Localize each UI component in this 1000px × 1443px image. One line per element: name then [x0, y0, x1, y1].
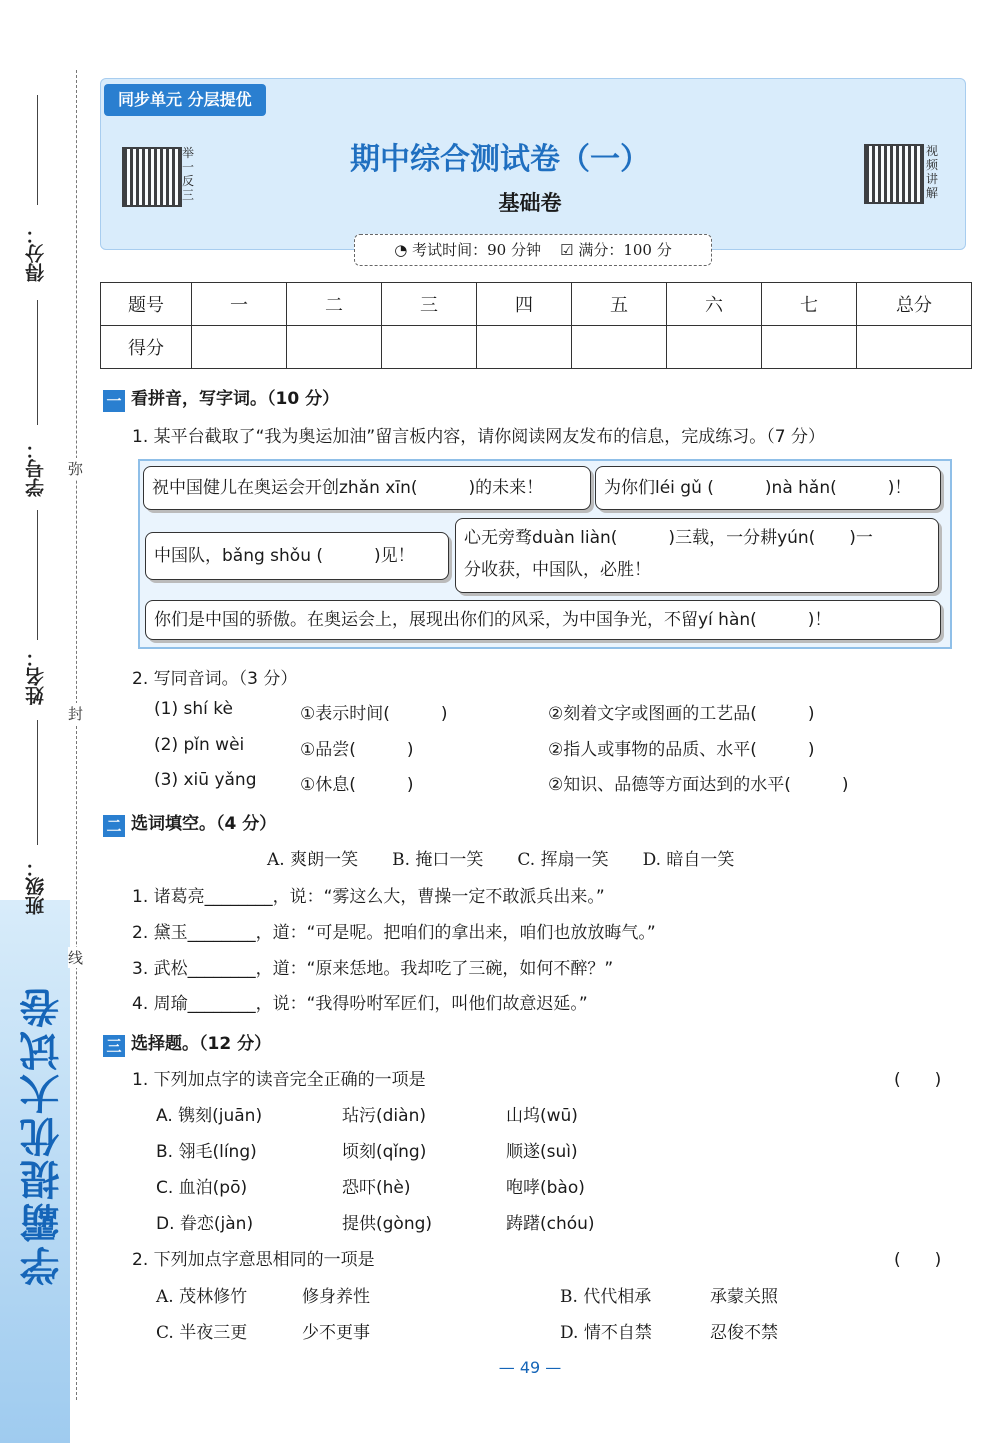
score-cell[interactable] [287, 326, 382, 369]
score-cell[interactable] [572, 326, 667, 369]
q1-option-c-1: C. 血泊(pō) [156, 1178, 248, 1198]
q2-option-c-2: 少不更事 [302, 1323, 370, 1343]
choice-question-1: 1. 下列加点字的读音完全正确的一项是 [132, 1070, 426, 1090]
score-header: 四 [477, 283, 572, 326]
message-box-4-line-1: 心无旁骛duàn liàn( )三载，一分耕yún( )一 [464, 528, 873, 548]
homophone-2-a: ①品尝( ) [300, 740, 414, 760]
section-2-heading [103, 809, 276, 837]
unit-tag: 同步单元 分层提优 [104, 84, 266, 116]
exam-info [354, 234, 712, 266]
qr-left-label: 举一反三 [182, 146, 195, 202]
fill-item-2: 2. 黛玉________，道：“可是呢。把咱们的拿出来，咱们也放放晦气。” [132, 923, 656, 943]
score-header: 总分 [857, 283, 972, 326]
homophone-3-b: ②知识、品德等方面达到的水平( ) [548, 775, 849, 795]
section-1-number: 一 [103, 390, 125, 412]
cut-char-xian: 线 [68, 949, 84, 967]
q2-option-c-1: C. 半夜三更 [156, 1323, 248, 1343]
choice-question-2: 2. 下列加点字意思相同的一项是 [132, 1250, 375, 1270]
cut-char-feng: 封 [68, 705, 84, 723]
score-cell[interactable] [382, 326, 477, 369]
score-header: 一 [192, 283, 287, 326]
score-header: 五 [572, 283, 667, 326]
section-1-title: 看拼音，写字词。（10 分） [131, 389, 340, 409]
score-cell[interactable] [857, 326, 972, 369]
q1-option-c-3: 咆哮(bào) [506, 1178, 585, 1198]
score-header: 三 [382, 283, 477, 326]
message-box-4-line-2: 分收获，中国队，必胜！ [464, 560, 651, 580]
message-box-3: 中国队，bǎng shǒu ( )见！ [145, 532, 449, 580]
q1-option-b-2: 顷刻(qǐng) [342, 1142, 427, 1162]
question-1-1: 1. 某平台截取了“我为奥运加油”留言板内容，请你阅读网友发布的信息，完成练习。（7 分） [132, 427, 825, 447]
label-class: 班级： [25, 858, 47, 915]
fill-item-1: 1. 诸葛亮________，说：“雾这么大，曹操一定不敢派兵出来。” [132, 887, 605, 907]
seal-line [76, 70, 77, 1400]
q2-option-a-2: 修身养性 [302, 1287, 370, 1307]
q2-option-b-2: 承蒙关照 [710, 1287, 778, 1307]
score-cell[interactable] [477, 326, 572, 369]
brand-logo-text: 学霸提优大试卷 [20, 985, 66, 1286]
score-header: 六 [667, 283, 762, 326]
q2-option-d-2: 忍俊不禁 [710, 1323, 778, 1343]
section-2-title: 选词填空。（4 分） [131, 814, 277, 834]
score-cell[interactable] [762, 326, 857, 369]
q2-option-d-1: D. 情不自禁 [560, 1323, 652, 1343]
page-number: — 49 — [498, 1358, 562, 1377]
message-box-2: 为你们léi gǔ ( )nà hǎn( )！ [595, 466, 941, 510]
full-score: 满分：100 分 [578, 241, 672, 259]
homophone-3-pinyin: (3) xiū yǎng [154, 770, 257, 790]
label-student-id: 学号： [25, 440, 47, 497]
score-cell[interactable] [667, 326, 762, 369]
q1-option-d-1: D. 眷恋(jàn) [156, 1214, 254, 1234]
section-1-heading [103, 384, 339, 412]
word-options: A. 爽朗一笑 B. 掩口一笑 C. 挥扇一笑 D. 暗自一笑 [267, 850, 735, 870]
label-name: 姓名： [25, 648, 47, 705]
score-cell[interactable] [192, 326, 287, 369]
score-header: 二 [287, 283, 382, 326]
section-3-title: 选择题。（12 分） [131, 1034, 272, 1054]
fill-item-3: 3. 武松________，道：“原来恁地。我却吃了三碗，如何不醉？” [132, 959, 614, 979]
q2-option-a-1: A. 茂林修竹 [156, 1287, 248, 1307]
section-2-number: 二 [103, 815, 125, 837]
clock-icon: ◔ [394, 241, 408, 259]
exam-time: 考试时间：90 分钟 [412, 241, 541, 259]
message-box-1: 祝中国健儿在奥运会开创zhǎn xīn( )的未来！ [143, 466, 591, 510]
check-icon: ☑ [560, 241, 574, 259]
qr-right-label: 视频讲解 [926, 144, 939, 200]
section-3-heading [103, 1029, 271, 1057]
message-box-5: 你们是中国的骄傲。在奥运会上，展现出你们的风采，为中国争光，不留yí hàn( )！ [145, 600, 941, 640]
score-header: 七 [762, 283, 857, 326]
cut-char-mi: 弥 [68, 460, 84, 478]
label-score: 得分： [25, 225, 47, 282]
q1-option-a-1: A. 镌刻(juān) [156, 1106, 263, 1126]
name-line-top [37, 510, 38, 640]
homophone-3-a: ①休息( ) [300, 775, 414, 795]
page-subtitle: 基础卷 [498, 191, 562, 215]
question-1-2: 2. 写同音词。（3 分） [132, 669, 298, 689]
q1-option-a-2: 玷污(diàn) [342, 1106, 426, 1126]
class-line-top [37, 720, 38, 845]
id-line-top [37, 300, 38, 425]
q1-option-c-2: 恐吓(hè) [342, 1178, 411, 1198]
fill-item-4: 4. 周瑜________，说：“我得吩咐军匠们，叫他们故意迟延。” [132, 994, 588, 1014]
homophone-1-pinyin: (1) shí kè [154, 699, 233, 719]
score-row-label: 得分 [101, 326, 192, 369]
homophone-2-pinyin: (2) pǐn wèi [154, 735, 245, 755]
q1-option-b-3: 顺遂(suì) [506, 1142, 578, 1162]
homophone-2-b: ②指人或事物的品质、水平( ) [548, 740, 815, 760]
page-title: 期中综合测试卷（一） [350, 142, 650, 177]
homophone-1-b: ②刻着文字或图画的工艺品( ) [548, 704, 815, 724]
score-header: 题号 [101, 283, 192, 326]
q1-option-d-3: 踌躇(chóu) [506, 1214, 595, 1234]
answer-paren-1[interactable]: ( ) [894, 1070, 942, 1090]
q1-option-b-1: B. 翎毛(líng) [156, 1142, 257, 1162]
answer-paren-2[interactable]: ( ) [894, 1250, 942, 1270]
section-3-number: 三 [103, 1035, 125, 1057]
score-table [100, 282, 972, 369]
q1-option-a-3: 山坞(wū) [506, 1106, 578, 1126]
message-box-4 [455, 518, 939, 593]
q1-option-d-2: 提供(gòng) [342, 1214, 433, 1234]
q2-option-b-1: B. 代代相承 [560, 1287, 652, 1307]
homophone-1-a: ①表示时间( ) [300, 704, 448, 724]
